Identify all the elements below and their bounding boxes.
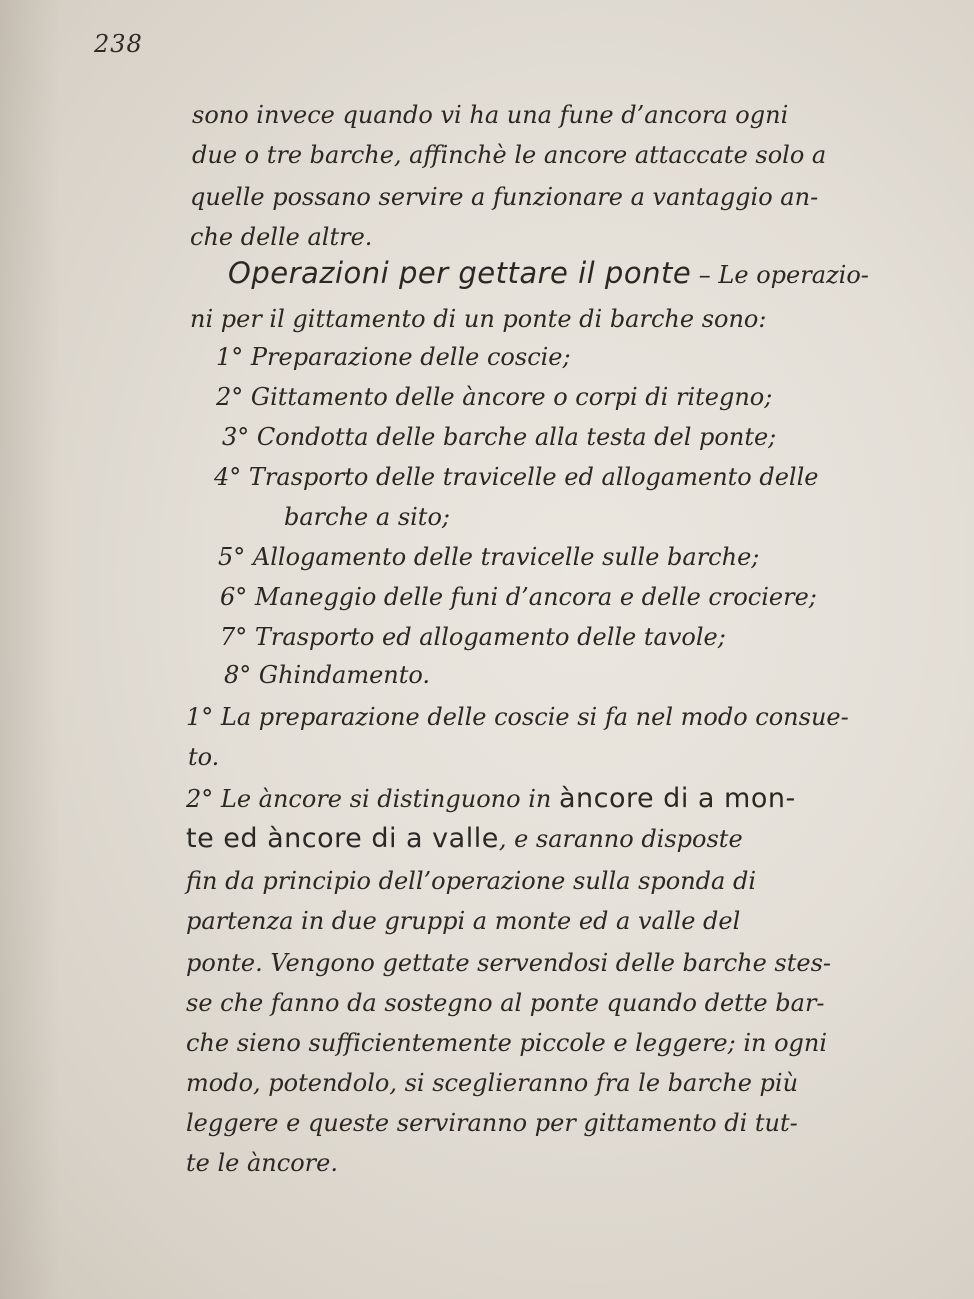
text-line: modo, potendolo, si sceglieranno fra le barche più [186,1069,799,1097]
text-line: te ed àncore di a valle, e saranno disposte [186,823,743,854]
text-line: partenza in due gruppi a monte ed a valle del [186,907,741,935]
list-item: 2° Gittamento delle àncore o corpi di ritegno; [216,383,773,411]
emphasized-term: àncore di a mon- [558,783,796,814]
section-heading-line: Operazioni per gettare il ponte – Le operazio- [228,256,869,290]
text-line: che sieno sufficientemente piccole e leggere; in ogni [186,1029,828,1057]
text-line: due o tre barche, affinchè le ancore attaccate solo a [192,141,827,169]
text-line: sono invece quando vi ha una fune d’ancora ogni [192,101,789,129]
text-line: ponte. Vengono gettate servendosi delle barche stes- [186,949,832,977]
text-line: 1° La preparazione delle coscie si fa nel modo consue- [186,703,849,731]
text-line: che delle altre. [190,223,373,251]
list-item: 1° Preparazione delle coscie; [216,343,571,371]
list-item: 4° Trasporto delle travicelle ed allogamento delle [214,463,819,491]
text-line: quelle possano servire a funzionare a vantaggio an- [190,183,819,211]
text-line: 2° Le àncore si distinguono in àncore di a mon- [186,783,796,814]
section-heading: Operazioni per gettare il ponte [228,256,692,290]
page-number: 238 [94,30,143,58]
text-line: fin da principio dell’operazione sulla sponda di [186,867,756,895]
list-item-continuation: barche a sito; [284,503,450,531]
text-line: se che fanno da sostegno al ponte quando dette bar- [186,989,825,1017]
list-item: 5° Allogamento delle travicelle sulle barche; [218,543,760,571]
list-item: 8° Ghindamento. [224,661,431,689]
list-item: 6° Maneggio delle funi d’ancora e delle crociere; [220,583,817,611]
text-line: leggere e queste serviranno per gittamento di tut- [186,1109,798,1137]
list-item: 7° Trasporto ed allogamento delle tavole; [220,623,726,651]
text-line: to. [188,743,220,771]
list-item: 3° Condotta delle barche alla testa del ponte; [222,423,777,451]
emphasized-term: te ed àncore di a valle [186,823,499,854]
text-line: te le àncore. [186,1149,338,1177]
text-line: ni per il gittamento di un ponte di barche sono: [190,305,767,333]
